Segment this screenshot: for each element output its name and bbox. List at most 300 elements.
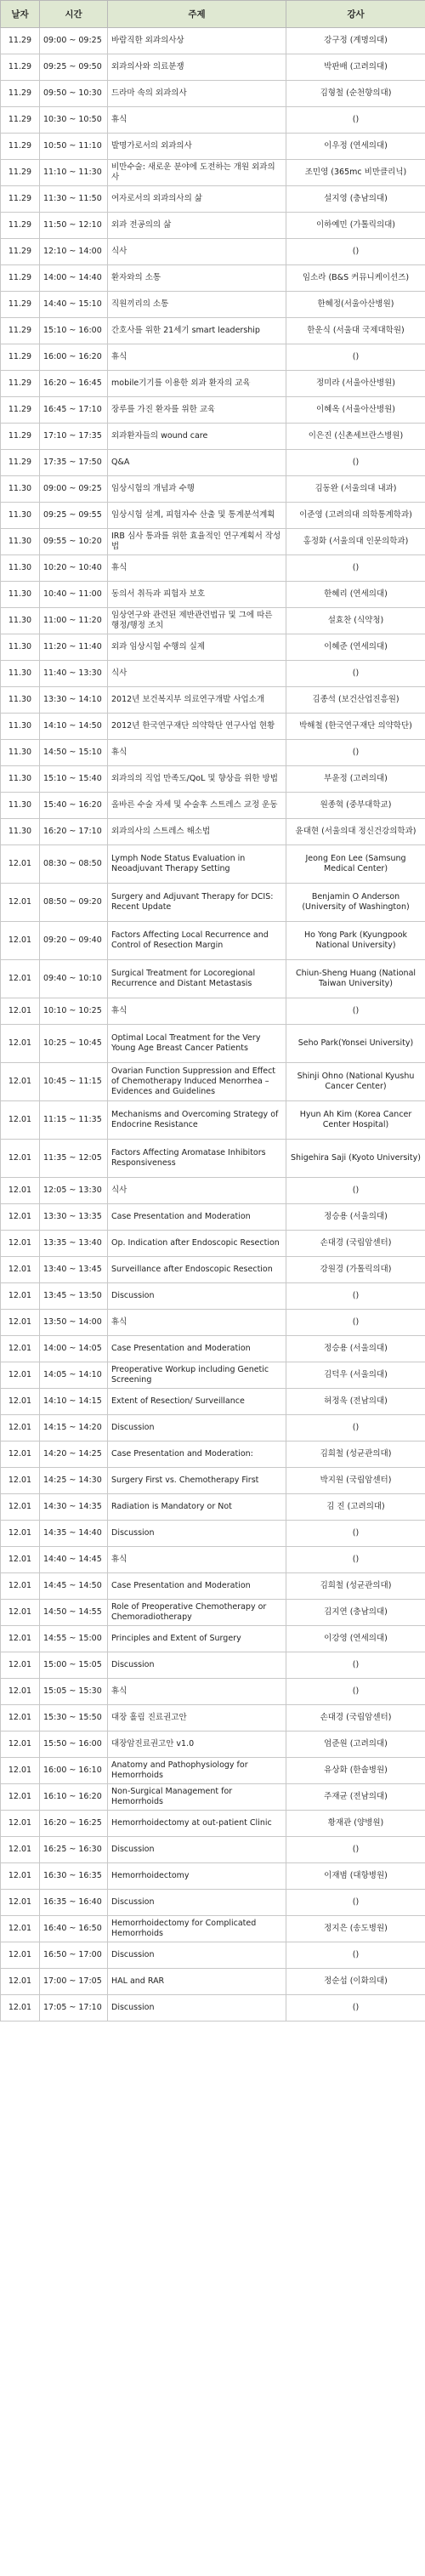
date-cell: 12.01: [1, 1705, 40, 1732]
date-cell: 11.29: [1, 28, 40, 54]
speaker-cell: (): [286, 1521, 425, 1547]
time-cell: 09:25 ~ 09:50: [40, 54, 108, 81]
date-cell: 11.29: [1, 160, 40, 186]
time-cell: 14:05 ~ 14:10: [40, 1362, 108, 1389]
date-cell: 11.30: [1, 503, 40, 529]
date-cell: 11.29: [1, 371, 40, 397]
speaker-cell: 이하예민 (가톨릭의대): [286, 213, 425, 239]
table-row: [1, 1178, 425, 1204]
time-cell: 16:45 ~ 17:10: [40, 397, 108, 424]
table-row: [1, 1784, 425, 1811]
time-cell: 11:10 ~ 11:30: [40, 160, 108, 186]
date-cell: 12.01: [1, 1336, 40, 1362]
time-cell: 16:20 ~ 16:25: [40, 1811, 108, 1837]
topic-cell: 드라마 속의 외과의사: [108, 81, 286, 107]
table-row: [1, 1890, 425, 1916]
date-cell: 11.30: [1, 740, 40, 766]
date-cell: 12.01: [1, 1310, 40, 1336]
table-row: [1, 1415, 425, 1442]
speaker-cell: 윤대현 (서울의대 정신건강의학과): [286, 819, 425, 845]
table-row: [1, 476, 425, 503]
speaker-cell: (): [286, 1995, 425, 2022]
time-cell: 14:40 ~ 14:45: [40, 1547, 108, 1573]
speaker-cell: Chiun-Sheng Huang (National Taiwan University): [286, 960, 425, 998]
date-cell: 12.01: [1, 998, 40, 1025]
time-cell: 11:35 ~ 12:05: [40, 1140, 108, 1178]
time-cell: 14:20 ~ 14:25: [40, 1442, 108, 1468]
date-cell: 12.01: [1, 1389, 40, 1415]
topic-cell: 휴식: [108, 1547, 286, 1573]
topic-cell: 외과 임상시험 수행의 실제: [108, 634, 286, 661]
date-cell: 11.29: [1, 397, 40, 424]
header-time: 시간: [40, 1, 108, 28]
time-cell: 13:40 ~ 13:45: [40, 1257, 108, 1283]
time-cell: 11:15 ~ 11:35: [40, 1101, 108, 1140]
table-row: [1, 1969, 425, 1995]
speaker-cell: 김동완 (서울의대 내과): [286, 476, 425, 503]
time-cell: 14:10 ~ 14:50: [40, 714, 108, 740]
time-cell: 14:35 ~ 14:40: [40, 1521, 108, 1547]
topic-cell: 2012년 보건복지부 의료연구개발 사업소개: [108, 687, 286, 714]
table-row: [1, 714, 425, 740]
speaker-cell: Jeong Eon Lee (Samsung Medical Center): [286, 845, 425, 884]
time-cell: 11:20 ~ 11:40: [40, 634, 108, 661]
speaker-cell: (): [286, 740, 425, 766]
date-cell: 12.01: [1, 1521, 40, 1547]
speaker-cell: 이은진 (신촌세브란스병원): [286, 424, 425, 450]
table-row: [1, 1336, 425, 1362]
topic-cell: Factors Affecting Aromatase Inhibitors Responsiveness: [108, 1140, 286, 1178]
time-cell: 09:20 ~ 09:40: [40, 922, 108, 960]
table-row: [1, 582, 425, 608]
table-row: [1, 1231, 425, 1257]
speaker-cell: 이강영 (연세의대): [286, 1626, 425, 1652]
table-row: [1, 107, 425, 134]
topic-cell: Anatomy and Pathophysiology for Hemorrhoids: [108, 1758, 286, 1784]
table-row: [1, 1995, 425, 2022]
table-row: [1, 1362, 425, 1389]
topic-cell: 2012년 한국연구재단 의약학단 연구사업 현황: [108, 714, 286, 740]
time-cell: 16:25 ~ 16:30: [40, 1837, 108, 1863]
table-row: [1, 1257, 425, 1283]
time-cell: 14:25 ~ 14:30: [40, 1468, 108, 1494]
time-cell: 11:50 ~ 12:10: [40, 213, 108, 239]
time-cell: 10:50 ~ 11:10: [40, 134, 108, 160]
speaker-cell: (): [286, 239, 425, 265]
speaker-cell: (): [286, 450, 425, 476]
topic-cell: Discussion: [108, 1652, 286, 1679]
time-cell: 14:45 ~ 14:50: [40, 1573, 108, 1600]
time-cell: 12:05 ~ 13:30: [40, 1178, 108, 1204]
speaker-cell: 한혜정(서울아산병원): [286, 292, 425, 318]
speaker-cell: 이혜준 (연세의대): [286, 634, 425, 661]
topic-cell: Hemorrhoidectomy for Complicated Hemorrhoids: [108, 1916, 286, 1942]
topic-cell: Hemorrhoidectomy at out-patient Clinic: [108, 1811, 286, 1837]
time-cell: 16:30 ~ 16:35: [40, 1863, 108, 1890]
date-cell: 12.01: [1, 1758, 40, 1784]
date-cell: 12.01: [1, 1231, 40, 1257]
table-row: [1, 1732, 425, 1758]
speaker-cell: 이혜옥 (서울아산병원): [286, 397, 425, 424]
time-cell: 14:30 ~ 14:35: [40, 1494, 108, 1521]
time-cell: 09:55 ~ 10:20: [40, 529, 108, 555]
topic-cell: Case Presentation and Moderation: [108, 1573, 286, 1600]
date-cell: 12.01: [1, 1916, 40, 1942]
table-row: [1, 922, 425, 960]
speaker-cell: 박판배 (고려의대): [286, 54, 425, 81]
table-row: [1, 213, 425, 239]
topic-cell: 장루를 가진 환자를 위한 교육: [108, 397, 286, 424]
table-row: [1, 371, 425, 397]
date-cell: 11.30: [1, 555, 40, 582]
table-row: [1, 1468, 425, 1494]
time-cell: 16:00 ~ 16:10: [40, 1758, 108, 1784]
date-cell: 11.29: [1, 265, 40, 292]
time-cell: 15:30 ~ 15:50: [40, 1705, 108, 1732]
date-cell: 12.01: [1, 1942, 40, 1969]
table-row: [1, 134, 425, 160]
time-cell: 11:40 ~ 13:30: [40, 661, 108, 687]
time-cell: 15:40 ~ 16:20: [40, 793, 108, 819]
date-cell: 12.01: [1, 1101, 40, 1140]
speaker-cell: 이우정 (연세의대): [286, 134, 425, 160]
time-cell: 15:10 ~ 16:00: [40, 318, 108, 344]
date-cell: 11.29: [1, 54, 40, 81]
speaker-cell: 임소라 (B&S 커뮤니케이션즈): [286, 265, 425, 292]
speaker-cell: 이재범 (대항병원): [286, 1863, 425, 1890]
speaker-cell: 김덕우 (서울의대): [286, 1362, 425, 1389]
speaker-cell: 부윤정 (고려의대): [286, 766, 425, 793]
topic-cell: Discussion: [108, 1942, 286, 1969]
speaker-cell: Shigehira Saji (Kyoto University): [286, 1140, 425, 1178]
table-row: [1, 661, 425, 687]
time-cell: 14:10 ~ 14:15: [40, 1389, 108, 1415]
speaker-cell: Hyun Ah Kim (Korea Cancer Center Hospital): [286, 1101, 425, 1140]
topic-cell: 여자로서의 외과의사의 삶: [108, 186, 286, 213]
date-cell: 12.01: [1, 1283, 40, 1310]
time-cell: 15:05 ~ 15:30: [40, 1679, 108, 1705]
speaker-cell: Benjamin O Anderson (University of Washington): [286, 884, 425, 922]
date-cell: 12.01: [1, 1140, 40, 1178]
speaker-cell: (): [286, 661, 425, 687]
date-cell: 11.29: [1, 134, 40, 160]
date-cell: 12.01: [1, 1837, 40, 1863]
date-cell: 11.29: [1, 81, 40, 107]
time-cell: 13:50 ~ 14:00: [40, 1310, 108, 1336]
topic-cell: 식사: [108, 1178, 286, 1204]
table-row: [1, 186, 425, 213]
table-row: [1, 766, 425, 793]
table-row: [1, 1916, 425, 1942]
date-cell: 12.01: [1, 1547, 40, 1573]
speaker-cell: 박지원 (국립암센터): [286, 1468, 425, 1494]
table-row: [1, 529, 425, 555]
speaker-cell: Seho Park(Yonsei University): [286, 1025, 425, 1063]
topic-cell: Radiation is Mandatory or Not: [108, 1494, 286, 1521]
table-row: [1, 1942, 425, 1969]
time-cell: 09:25 ~ 09:55: [40, 503, 108, 529]
time-cell: 10:20 ~ 10:40: [40, 555, 108, 582]
topic-cell: 휴식: [108, 1679, 286, 1705]
table-row: [1, 1063, 425, 1101]
speaker-cell: 한혜리 (연세의대): [286, 582, 425, 608]
table-row: [1, 54, 425, 81]
topic-cell: 임상연구와 관련된 제반관련법규 및 그에 따른 행정/행정 조치: [108, 608, 286, 634]
time-cell: 16:20 ~ 17:10: [40, 819, 108, 845]
time-cell: 13:30 ~ 14:10: [40, 687, 108, 714]
table-row: [1, 687, 425, 714]
topic-cell: Surveillance after Endoscopic Resection: [108, 1257, 286, 1283]
speaker-cell: 정지은 (송도병원): [286, 1916, 425, 1942]
date-cell: 12.01: [1, 1573, 40, 1600]
time-cell: 16:50 ~ 17:00: [40, 1942, 108, 1969]
date-cell: 12.01: [1, 1626, 40, 1652]
date-cell: 11.30: [1, 529, 40, 555]
time-cell: 10:45 ~ 11:15: [40, 1063, 108, 1101]
schedule-body: [1, 28, 425, 2022]
time-cell: 13:45 ~ 13:50: [40, 1283, 108, 1310]
time-cell: 13:35 ~ 13:40: [40, 1231, 108, 1257]
time-cell: 16:10 ~ 16:20: [40, 1784, 108, 1811]
table-row: [1, 450, 425, 476]
date-cell: 12.01: [1, 1969, 40, 1995]
speaker-cell: 김지연 (충남의대): [286, 1600, 425, 1626]
topic-cell: Case Presentation and Moderation: [108, 1336, 286, 1362]
speaker-cell: 주재균 (전남의대): [286, 1784, 425, 1811]
topic-cell: 휴식: [108, 740, 286, 766]
date-cell: 11.30: [1, 608, 40, 634]
time-cell: 12:10 ~ 14:00: [40, 239, 108, 265]
table-row: [1, 1442, 425, 1468]
table-row: [1, 1811, 425, 1837]
speaker-cell: 홍정화 (서울의대 인문의학과): [286, 529, 425, 555]
speaker-cell: (): [286, 107, 425, 134]
time-cell: 10:10 ~ 10:25: [40, 998, 108, 1025]
speaker-cell: 김종석 (보건산업진흥원): [286, 687, 425, 714]
topic-cell: Op. Indication after Endoscopic Resection: [108, 1231, 286, 1257]
topic-cell: 직원끼리의 소통: [108, 292, 286, 318]
topic-cell: 임상시험의 개념과 수행: [108, 476, 286, 503]
header-date: 날자: [1, 1, 40, 28]
table-row: [1, 819, 425, 845]
table-row: [1, 397, 425, 424]
speaker-cell: 김형철 (순천향의대): [286, 81, 425, 107]
table-row: [1, 424, 425, 450]
time-cell: 17:05 ~ 17:10: [40, 1995, 108, 2022]
topic-cell: Case Presentation and Moderation: [108, 1204, 286, 1231]
topic-cell: Principles and Extent of Surgery: [108, 1626, 286, 1652]
topic-cell: 외과환자들의 wound care: [108, 424, 286, 450]
table-row: [1, 1758, 425, 1784]
table-row: [1, 793, 425, 819]
date-cell: 12.01: [1, 1063, 40, 1101]
date-cell: 11.30: [1, 476, 40, 503]
date-cell: 12.01: [1, 1415, 40, 1442]
table-row: [1, 1547, 425, 1573]
speaker-cell: (): [286, 1679, 425, 1705]
speaker-cell: 정순섭 (이화의대): [286, 1969, 425, 1995]
topic-cell: 휴식: [108, 107, 286, 134]
date-cell: 11.30: [1, 661, 40, 687]
table-row: [1, 1283, 425, 1310]
table-row: [1, 1679, 425, 1705]
date-cell: 11.30: [1, 793, 40, 819]
speaker-cell: 정승용 (서울의대): [286, 1204, 425, 1231]
date-cell: 12.01: [1, 845, 40, 884]
topic-cell: Discussion: [108, 1415, 286, 1442]
date-cell: 12.01: [1, 922, 40, 960]
date-cell: 12.01: [1, 1204, 40, 1231]
table-row: [1, 292, 425, 318]
topic-cell: 휴식: [108, 998, 286, 1025]
table-row: [1, 1705, 425, 1732]
time-cell: 14:00 ~ 14:40: [40, 265, 108, 292]
time-cell: 09:00 ~ 09:25: [40, 476, 108, 503]
topic-cell: 식사: [108, 239, 286, 265]
table-row: [1, 503, 425, 529]
table-row: [1, 1521, 425, 1547]
speaker-cell: 정승용 (서울의대): [286, 1336, 425, 1362]
speaker-cell: 손대경 (국립암센터): [286, 1231, 425, 1257]
date-cell: 12.01: [1, 1025, 40, 1063]
speaker-cell: 한운식 (서울대 국제대학원): [286, 318, 425, 344]
time-cell: 13:30 ~ 13:35: [40, 1204, 108, 1231]
date-cell: 11.29: [1, 292, 40, 318]
topic-cell: Discussion: [108, 1283, 286, 1310]
date-cell: 11.30: [1, 582, 40, 608]
topic-cell: 바람직한 외과의사상: [108, 28, 286, 54]
table-row: [1, 608, 425, 634]
topic-cell: 휴식: [108, 555, 286, 582]
table-row: [1, 318, 425, 344]
topic-cell: 대장암진료권고안 v1.0: [108, 1732, 286, 1758]
speaker-cell: (): [286, 1310, 425, 1336]
table-row: [1, 1600, 425, 1626]
topic-cell: Non-Surgical Management for Hemorrhoids: [108, 1784, 286, 1811]
date-cell: 12.01: [1, 884, 40, 922]
table-row: [1, 1652, 425, 1679]
time-cell: 14:00 ~ 14:05: [40, 1336, 108, 1362]
table-row: [1, 28, 425, 54]
date-cell: 12.01: [1, 1600, 40, 1626]
topic-cell: Surgery and Adjuvant Therapy for DCIS: Recent Update: [108, 884, 286, 922]
topic-cell: 외과의사와 의료분쟁: [108, 54, 286, 81]
table-row: [1, 884, 425, 922]
speaker-cell: 김 진 (고려의대): [286, 1494, 425, 1521]
topic-cell: Ovarian Function Suppression and Effect of Chemotherapy Induced Menorrhea – Evidences and Guidelines: [108, 1063, 286, 1101]
topic-cell: 식사: [108, 661, 286, 687]
table-row: [1, 1837, 425, 1863]
topic-cell: Extent of Resection/ Surveillance: [108, 1389, 286, 1415]
table-row: [1, 1626, 425, 1652]
header-speaker: 강사: [286, 1, 425, 28]
speaker-cell: Shinji Ohno (National Kyushu Cancer Center): [286, 1063, 425, 1101]
table-row: [1, 160, 425, 186]
table-row: [1, 555, 425, 582]
topic-cell: 비만수술: 새로운 분야에 도전하는 개원 외과의사: [108, 160, 286, 186]
date-cell: 12.01: [1, 1652, 40, 1679]
speaker-cell: (): [286, 1890, 425, 1916]
speaker-cell: 강구정 (계명의대): [286, 28, 425, 54]
table-row: [1, 265, 425, 292]
date-cell: 11.30: [1, 714, 40, 740]
speaker-cell: (): [286, 1415, 425, 1442]
speaker-cell: 설지영 (충남의대): [286, 186, 425, 213]
topic-cell: mobile기기를 이용한 외과 환자의 교육: [108, 371, 286, 397]
table-row: [1, 845, 425, 884]
date-cell: 11.29: [1, 450, 40, 476]
speaker-cell: (): [286, 1283, 425, 1310]
speaker-cell: 유상화 (한솔병원): [286, 1758, 425, 1784]
time-cell: 15:50 ~ 16:00: [40, 1732, 108, 1758]
header-row: [1, 1, 425, 28]
topic-cell: 임상시험 설계, 피험자수 산출 및 통계분석계획: [108, 503, 286, 529]
time-cell: 16:35 ~ 16:40: [40, 1890, 108, 1916]
table-row: [1, 1494, 425, 1521]
speaker-cell: 김희철 (성균관의대): [286, 1442, 425, 1468]
topic-cell: 외과의의 직업 만족도/QoL 및 향상을 위한 방법: [108, 766, 286, 793]
date-cell: 12.01: [1, 1995, 40, 2022]
speaker-cell: (): [286, 1837, 425, 1863]
header-topic: 주제: [108, 1, 286, 28]
topic-cell: Discussion: [108, 1521, 286, 1547]
time-cell: 16:20 ~ 16:45: [40, 371, 108, 397]
table-row: [1, 81, 425, 107]
date-cell: 12.01: [1, 1784, 40, 1811]
date-cell: 12.01: [1, 1468, 40, 1494]
date-cell: 12.01: [1, 1811, 40, 1837]
time-cell: 10:30 ~ 10:50: [40, 107, 108, 134]
date-cell: 11.29: [1, 107, 40, 134]
topic-cell: Preoperative Workup including Genetic Screening: [108, 1362, 286, 1389]
time-cell: 17:00 ~ 17:05: [40, 1969, 108, 1995]
table-row: [1, 1101, 425, 1140]
time-cell: 08:30 ~ 08:50: [40, 845, 108, 884]
topic-cell: Case Presentation and Moderation:: [108, 1442, 286, 1468]
date-cell: 11.30: [1, 634, 40, 661]
date-cell: 12.01: [1, 1257, 40, 1283]
date-cell: 11.29: [1, 344, 40, 371]
topic-cell: 발명가로서의 외과의사: [108, 134, 286, 160]
table-row: [1, 1310, 425, 1336]
time-cell: 14:40 ~ 15:10: [40, 292, 108, 318]
speaker-cell: 원종혁 (중부대학교): [286, 793, 425, 819]
speaker-cell: 허정욱 (전남의대): [286, 1389, 425, 1415]
time-cell: 15:00 ~ 15:05: [40, 1652, 108, 1679]
table-row: [1, 998, 425, 1025]
table-row: [1, 740, 425, 766]
topic-cell: 대장 홀림 진료권고안: [108, 1705, 286, 1732]
topic-cell: Mechanisms and Overcoming Strategy of Endocrine Resistance: [108, 1101, 286, 1140]
date-cell: 11.29: [1, 186, 40, 213]
topic-cell: 올바른 수술 자세 및 수술후 스트레스 교정 운동: [108, 793, 286, 819]
time-cell: 10:25 ~ 10:45: [40, 1025, 108, 1063]
speaker-cell: 김희철 (성균관의대): [286, 1573, 425, 1600]
topic-cell: Discussion: [108, 1995, 286, 2022]
date-cell: 11.29: [1, 424, 40, 450]
topic-cell: 환자와의 소통: [108, 265, 286, 292]
time-cell: 17:10 ~ 17:35: [40, 424, 108, 450]
topic-cell: Hemorrhoidectomy: [108, 1863, 286, 1890]
table-row: [1, 1863, 425, 1890]
topic-cell: Q&A: [108, 450, 286, 476]
speaker-cell: 황재관 (양병원): [286, 1811, 425, 1837]
table-row: [1, 1140, 425, 1178]
date-cell: 11.30: [1, 687, 40, 714]
table-row: [1, 634, 425, 661]
date-cell: 12.01: [1, 1679, 40, 1705]
speaker-cell: 손대경 (국립암센터): [286, 1705, 425, 1732]
